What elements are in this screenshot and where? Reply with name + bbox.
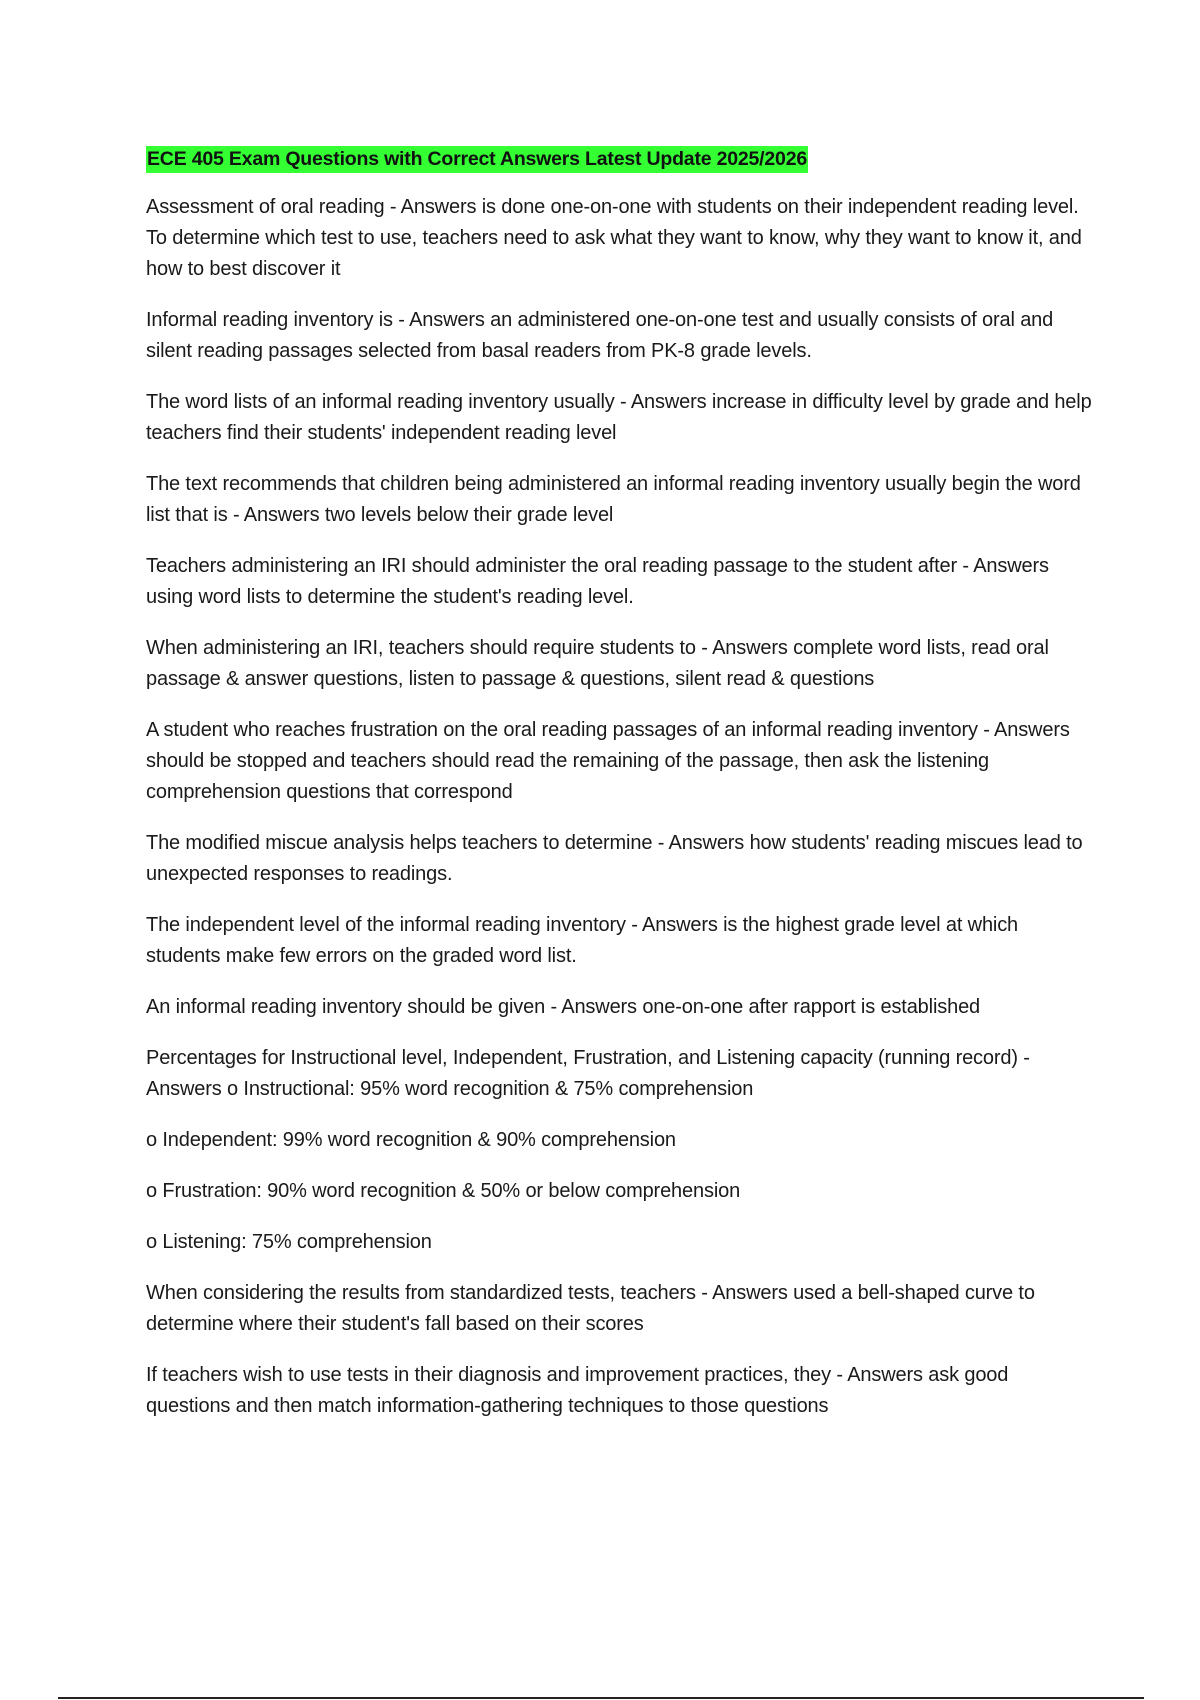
qa-item: o Frustration: 90% word recognition & 50% or below comprehension — [146, 1180, 741, 1202]
qa-item: Informal reading inventory is - Answers an administered one-on-one test and usually consists of oral and silent reading passages selected from basal readers from PK-8 grade levels. — [146, 309, 1054, 362]
footer-divider — [58, 1697, 1144, 1699]
qa-item: The modified miscue analysis helps teachers to determine - Answers how students' reading miscues lead to unexpected responses to readings. — [146, 832, 1083, 885]
qa-item: Percentages for Instructional level, Independent, Frustration, and Listening capacity (running record) - Answers o Instructional: 95% word recognition & 75% comprehension — [146, 1047, 1030, 1100]
qa-item: Assessment of oral reading - Answers is done one-on-one with students on their independent reading level. To determine which test to use, teachers need to ask what they want to know, why they want to know it, and how to best discover it — [146, 196, 1082, 280]
qa-item: Teachers administering an IRI should administer the oral reading passage to the student after - Answers using word lists to determine the student's reading level. — [146, 555, 1049, 608]
qa-item: The text recommends that children being administered an informal reading inventory usually begin the word list that is - Answers two levels below their grade level — [146, 473, 1081, 526]
qa-item: If teachers wish to use tests in their diagnosis and improvement practices, they - Answers ask good questions and then match information-gathering techniques to those questions — [146, 1364, 1009, 1417]
qa-item: A student who reaches frustration on the oral reading passages of an informal reading inventory - Answers should be stopped and teachers should read the remaining of the passage, then ask the listening comprehension questions that correspond — [146, 719, 1070, 803]
document-title: ECE 405 Exam Questions with Correct Answers Latest Update 2025/2026 — [146, 146, 808, 173]
document-content — [146, 144, 1096, 1442]
qa-list — [146, 192, 1096, 1422]
title-line — [146, 144, 1096, 176]
qa-item: The independent level of the informal reading inventory - Answers is the highest grade level at which students make few errors on the graded word list. — [146, 914, 1019, 967]
qa-item: An informal reading inventory should be given - Answers one-on-one after rapport is established — [146, 996, 981, 1018]
qa-item: o Listening: 75% comprehension — [146, 1231, 432, 1253]
qa-item: When considering the results from standardized tests, teachers - Answers used a bell-shaped curve to determine where their student's fall based on their scores — [146, 1282, 1035, 1335]
qa-item: o Independent: 99% word recognition & 90% comprehension — [146, 1129, 676, 1151]
qa-item: When administering an IRI, teachers should require students to - Answers complete word lists, read oral passage & answer questions, listen to passage & questions, silent read & questions — [146, 637, 1049, 690]
qa-item: The word lists of an informal reading inventory usually - Answers increase in difficulty level by grade and help teachers find their students' independent reading level — [146, 391, 1092, 444]
